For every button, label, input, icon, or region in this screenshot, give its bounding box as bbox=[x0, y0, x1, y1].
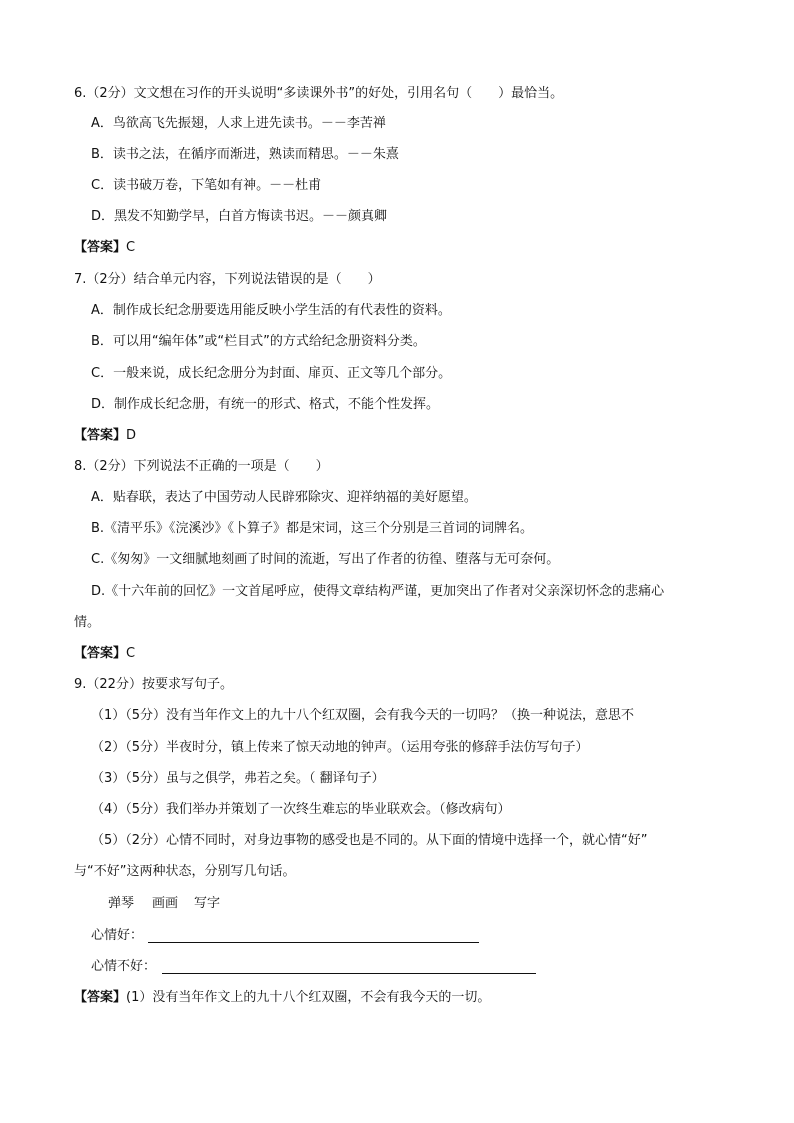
q7-answer bbox=[74, 428, 136, 444]
blank-bad-mood bbox=[162, 973, 536, 974]
fill-label-good-mood: 心情好： bbox=[91, 928, 144, 943]
answer-label: 【答案】 bbox=[74, 990, 127, 1005]
q9-stem: 9.（22分）按要求写句子。 bbox=[74, 677, 233, 692]
answer-label: 【答案】 bbox=[74, 240, 127, 255]
q9-sub-5-continued: 与“不好”这两种状态，分别写几句话。 bbox=[74, 864, 296, 879]
q8-option-a: A．贴春联，表达了中国劳动人民辟邪除灾、迎祥纳福的美好愿望。 bbox=[91, 490, 477, 505]
q6-answer bbox=[74, 240, 135, 256]
choice-painting: 画画 bbox=[152, 896, 179, 911]
answer-value: C bbox=[126, 646, 136, 661]
q7-option-c: C．一般来说，成长纪念册分为封面、扉页、正文等几个部分。 bbox=[91, 366, 452, 381]
q8-option-b: B.《清平乐》《浣溪沙》《卜算子》都是宋词，这三个分别是三首词的词牌名。 bbox=[91, 521, 534, 536]
answer-value: C bbox=[126, 240, 136, 255]
q6-option-a: A．鸟欲高飞先振翅，人求上进先读书。－－李苦禅 bbox=[91, 116, 386, 131]
q9-sub-4: （4）（5分）我们举办并策划了一次终生难忘的毕业联欢会。（修改病句） bbox=[91, 802, 511, 817]
choice-piano: 弹琴 bbox=[108, 896, 135, 911]
q7-option-b: B．可以用“编年体”或“栏目式”的方式给纪念册资料分类。 bbox=[91, 334, 426, 349]
q9-sub-1: （1）（5分）没有当年作文上的九十八个红双圈，会有我今天的一切吗？（换一种说法，意思不 bbox=[91, 708, 635, 723]
q9-sub-3: （3）（5分）虽与之俱学，弗若之矣。（ 翻译句子） bbox=[91, 771, 385, 786]
fill-label-bad-mood: 心情不好： bbox=[91, 959, 157, 974]
q8-option-d-continued: 情。 bbox=[74, 615, 101, 630]
answer-value: (1）没有当年作文上的九十八个红双圈，不会有我今天的一切。 bbox=[126, 990, 491, 1005]
answer-label: 【答案】 bbox=[74, 428, 127, 443]
q9-answer bbox=[74, 990, 490, 1006]
q6-stem: 6.（2分）文文想在习作的开头说明“多读课外书”的好处，引用名句（ ）最恰当。 bbox=[74, 86, 564, 101]
q6-option-c: C．读书破万卷，下笔如有神。－－杜甫 bbox=[91, 178, 322, 193]
q9-sub-5: （5）（2分）心情不同时，对身边事物的感受也是不同的。从下面的情境中选择一个，就心情“好” bbox=[91, 833, 648, 848]
q8-answer bbox=[74, 646, 135, 662]
q6-option-b: B．读书之法，在循序而渐进，熟读而精思。－－朱熹 bbox=[91, 147, 399, 162]
q8-stem: 8.（2分）下列说法不正确的一项是（ ） bbox=[74, 459, 329, 474]
choice-writing: 写字 bbox=[194, 896, 221, 911]
q7-stem: 7.（2分）结合单元内容，下列说法错误的是（ ） bbox=[74, 272, 381, 287]
q8-option-c: C.《匆匆》一文细腻地刻画了时间的流逝，写出了作者的彷徨、堕落与无可奈何。 bbox=[91, 552, 560, 567]
q7-option-a: A．制作成长纪念册要选用能反映小学生活的有代表性的资料。 bbox=[91, 303, 451, 318]
answer-label: 【答案】 bbox=[74, 646, 127, 661]
q9-sub-2: （2）（5分）半夜时分，镇上传来了惊天动地的钟声。（运用夸张的修辞手法仿写句子） bbox=[91, 740, 589, 755]
blank-good-mood bbox=[148, 942, 479, 943]
q7-option-d: D．制作成长纪念册，有统一的形式、格式，不能个性发挥。 bbox=[91, 397, 440, 412]
q8-option-d: D.《十六年前的回忆》一文首尾呼应，使得文章结构严谨，更加突出了作者对父亲深切怀念的悲痛心 bbox=[91, 584, 665, 599]
q6-option-d: D．黑发不知勤学早，白首方悔读书迟。－－颜真卿 bbox=[91, 209, 388, 224]
answer-value: D bbox=[126, 428, 137, 443]
